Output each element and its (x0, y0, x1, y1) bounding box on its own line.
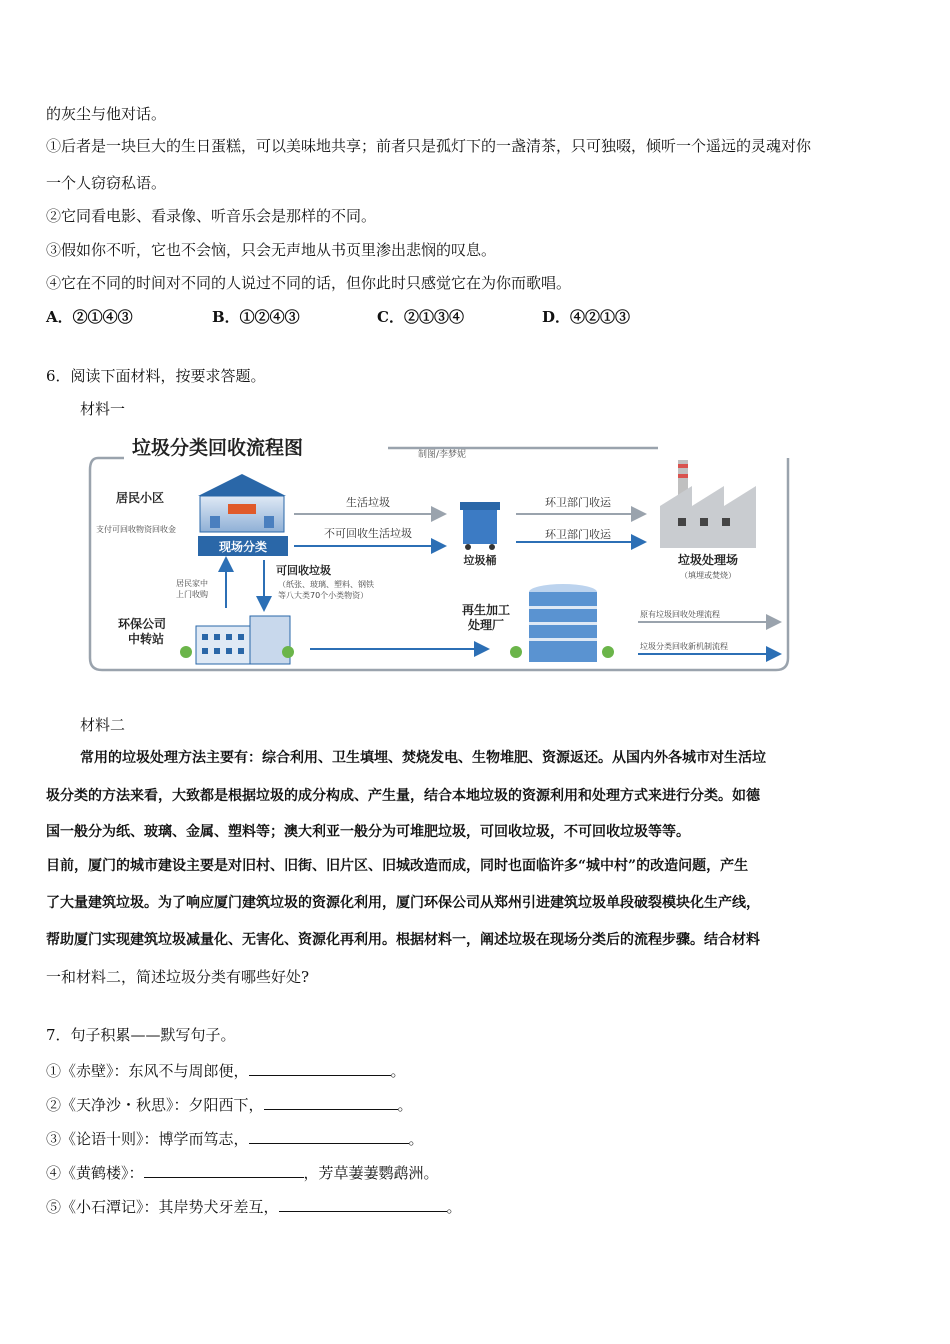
bin-label: 垃圾桶 (463, 554, 497, 567)
factory-icon (660, 460, 756, 548)
payment-note: 支付可回收物资回收金 (96, 525, 176, 534)
material-2-para-4: 目前，厦门的城市建设主要是对旧村、旧街、旧片区、旧城改造而成，同时也面临许多“城中村”的改造问题，产生 (46, 858, 749, 874)
diagram-credit: 制图/李梦妮 (418, 450, 467, 460)
material-1-label: 材料一 (80, 400, 126, 418)
fill-1-blank[interactable] (249, 1060, 391, 1076)
station-label-1: 环保公司 (118, 617, 167, 631)
recycling-plant-icon (510, 584, 614, 662)
option-d: D．④②①③ (542, 308, 631, 326)
fill-4-prompt: ④《黄鹤楼》： (46, 1164, 144, 1182)
recycle-plant-label-2: 处理厂 (467, 618, 505, 632)
recycle-plant-label-1: 再生加工 (461, 603, 511, 617)
doorstep-note-2: 上门收购 (176, 590, 208, 599)
fill-line-2 (46, 1094, 413, 1115)
trash-bin-icon (460, 502, 500, 550)
waste-sorting-flowchart (88, 430, 792, 674)
diagram-title: 垃圾分类回收流程图 (132, 437, 304, 459)
passage-line-1: 的灰尘与他对话。 (46, 105, 167, 123)
passage-line-6: ④它在不同的时间对不同的人说过不同的话，但你此时只感觉它在为你而歌唱。 (46, 274, 572, 292)
material-2-para-1: 常用的垃圾处理方法主要有：综合利用、卫生填埋、焚烧发电、生物堆肥、资源返还。从国内外各城市对生活垃 (80, 750, 766, 766)
station-label-2: 中转站 (128, 632, 165, 646)
recyclable-note-1: （纸张、玻璃、塑料、钢铁 (278, 580, 374, 589)
fill-line-1 (46, 1060, 406, 1081)
passage-line-2: ①后者是一块巨大的生日蛋糕，可以美味地共享；前者只是孤灯下的一盏清茶，只可独啜，倾听一个遥远的灵魂对你 (46, 137, 812, 155)
material-2-para-5: 了大量建筑垃圾。为了响应厦门建筑垃圾的资源化利用，厦门环保公司从郑州引进建筑垃圾单段破裂模块化生产线， (46, 895, 760, 911)
fill-3-end: 。 (408, 1130, 424, 1148)
material-2-label: 材料二 (80, 716, 126, 734)
passage-line-5: ③假如你不听，它也不会恼，只会无声地从书页里渗出悲悯的叹息。 (46, 241, 497, 259)
question-6-title: 6．阅读下面材料，按要求答题。 (46, 367, 266, 385)
plant-label: 垃圾处理场 (677, 553, 739, 567)
fill-5-end: 。 (446, 1198, 462, 1216)
legend-old-label: 原有垃圾回收处理流程 (640, 610, 720, 619)
material-2-para-6: 帮助厦门实现建筑垃圾减量化、无害化、资源化再利用。根据材料一，阐述垃圾在现场分类后的流程步骤。结合材料 (46, 932, 760, 948)
material-2-para-2: 圾分类的方法来看，大致都是根据垃圾的成分构成、产生量，结合本地垃圾的资源利用和处理方式来进行分类。如德 (46, 788, 760, 804)
material-2-para-7: 一和材料二，简述垃圾分类有哪些好处? (46, 968, 310, 986)
doorstep-note-1: 居民家中 (176, 579, 208, 588)
fill-line-3 (46, 1128, 424, 1149)
fill-4-end: ，芳草萋萋鹦鹉洲。 (303, 1164, 439, 1182)
plant-note: （填埋或焚烧） (680, 571, 736, 580)
sanitation-2-label: 环卫部门收运 (545, 528, 611, 541)
passage-line-4: ②它同看电影、看录像、听音乐会是那样的不同。 (46, 207, 377, 225)
option-c: C．②①③④ (377, 308, 464, 326)
residential-label: 居民小区 (116, 491, 165, 505)
fill-3-blank[interactable] (249, 1128, 409, 1144)
fill-3-prompt: ③《论语十则》：博学而笃志， (46, 1130, 249, 1148)
non-recyclable-label: 不可回收生活垃圾 (324, 527, 412, 540)
fill-2-prompt: ②《天净沙・秋思》：夕阳西下， (46, 1096, 264, 1114)
fill-2-blank[interactable] (264, 1094, 398, 1110)
office-building-icon (180, 616, 294, 664)
fill-2-end: 。 (397, 1096, 413, 1114)
question-7-title: 7．句子积累——默写句子。 (46, 1026, 236, 1044)
recyclable-note-2: 等八大类70个小类物资） (278, 591, 369, 600)
option-b: B．①②④③ (212, 308, 300, 326)
legend-new-label: 垃圾分类回收新机制流程 (640, 642, 728, 651)
residential-building-icon (198, 474, 286, 532)
fill-4-blank[interactable] (144, 1162, 304, 1178)
sanitation-1-label: 环卫部门收运 (545, 496, 611, 509)
fill-line-5 (46, 1196, 462, 1217)
fill-1-end: 。 (390, 1062, 406, 1080)
fill-5-blank[interactable] (279, 1196, 447, 1212)
onsite-sort-label: 现场分类 (218, 540, 268, 554)
household-waste-label: 生活垃圾 (346, 496, 390, 509)
option-a: A．②①④③ (46, 308, 133, 326)
fill-5-prompt: ⑤《小石潭记》：其岸势犬牙差互， (46, 1198, 279, 1216)
material-2-para-3: 国一般分为纸、玻璃、金属、塑料等；澳大利亚一般分为可堆肥垃圾，可回收垃圾，不可回收垃圾等等。 (46, 824, 690, 840)
fill-line-4 (46, 1162, 439, 1183)
passage-line-3: 一个人窃窃私语。 (46, 174, 167, 192)
fill-1-prompt: ①《赤壁》：东风不与周郎便， (46, 1062, 249, 1080)
recyclable-label: 可回收垃圾 (276, 564, 331, 577)
